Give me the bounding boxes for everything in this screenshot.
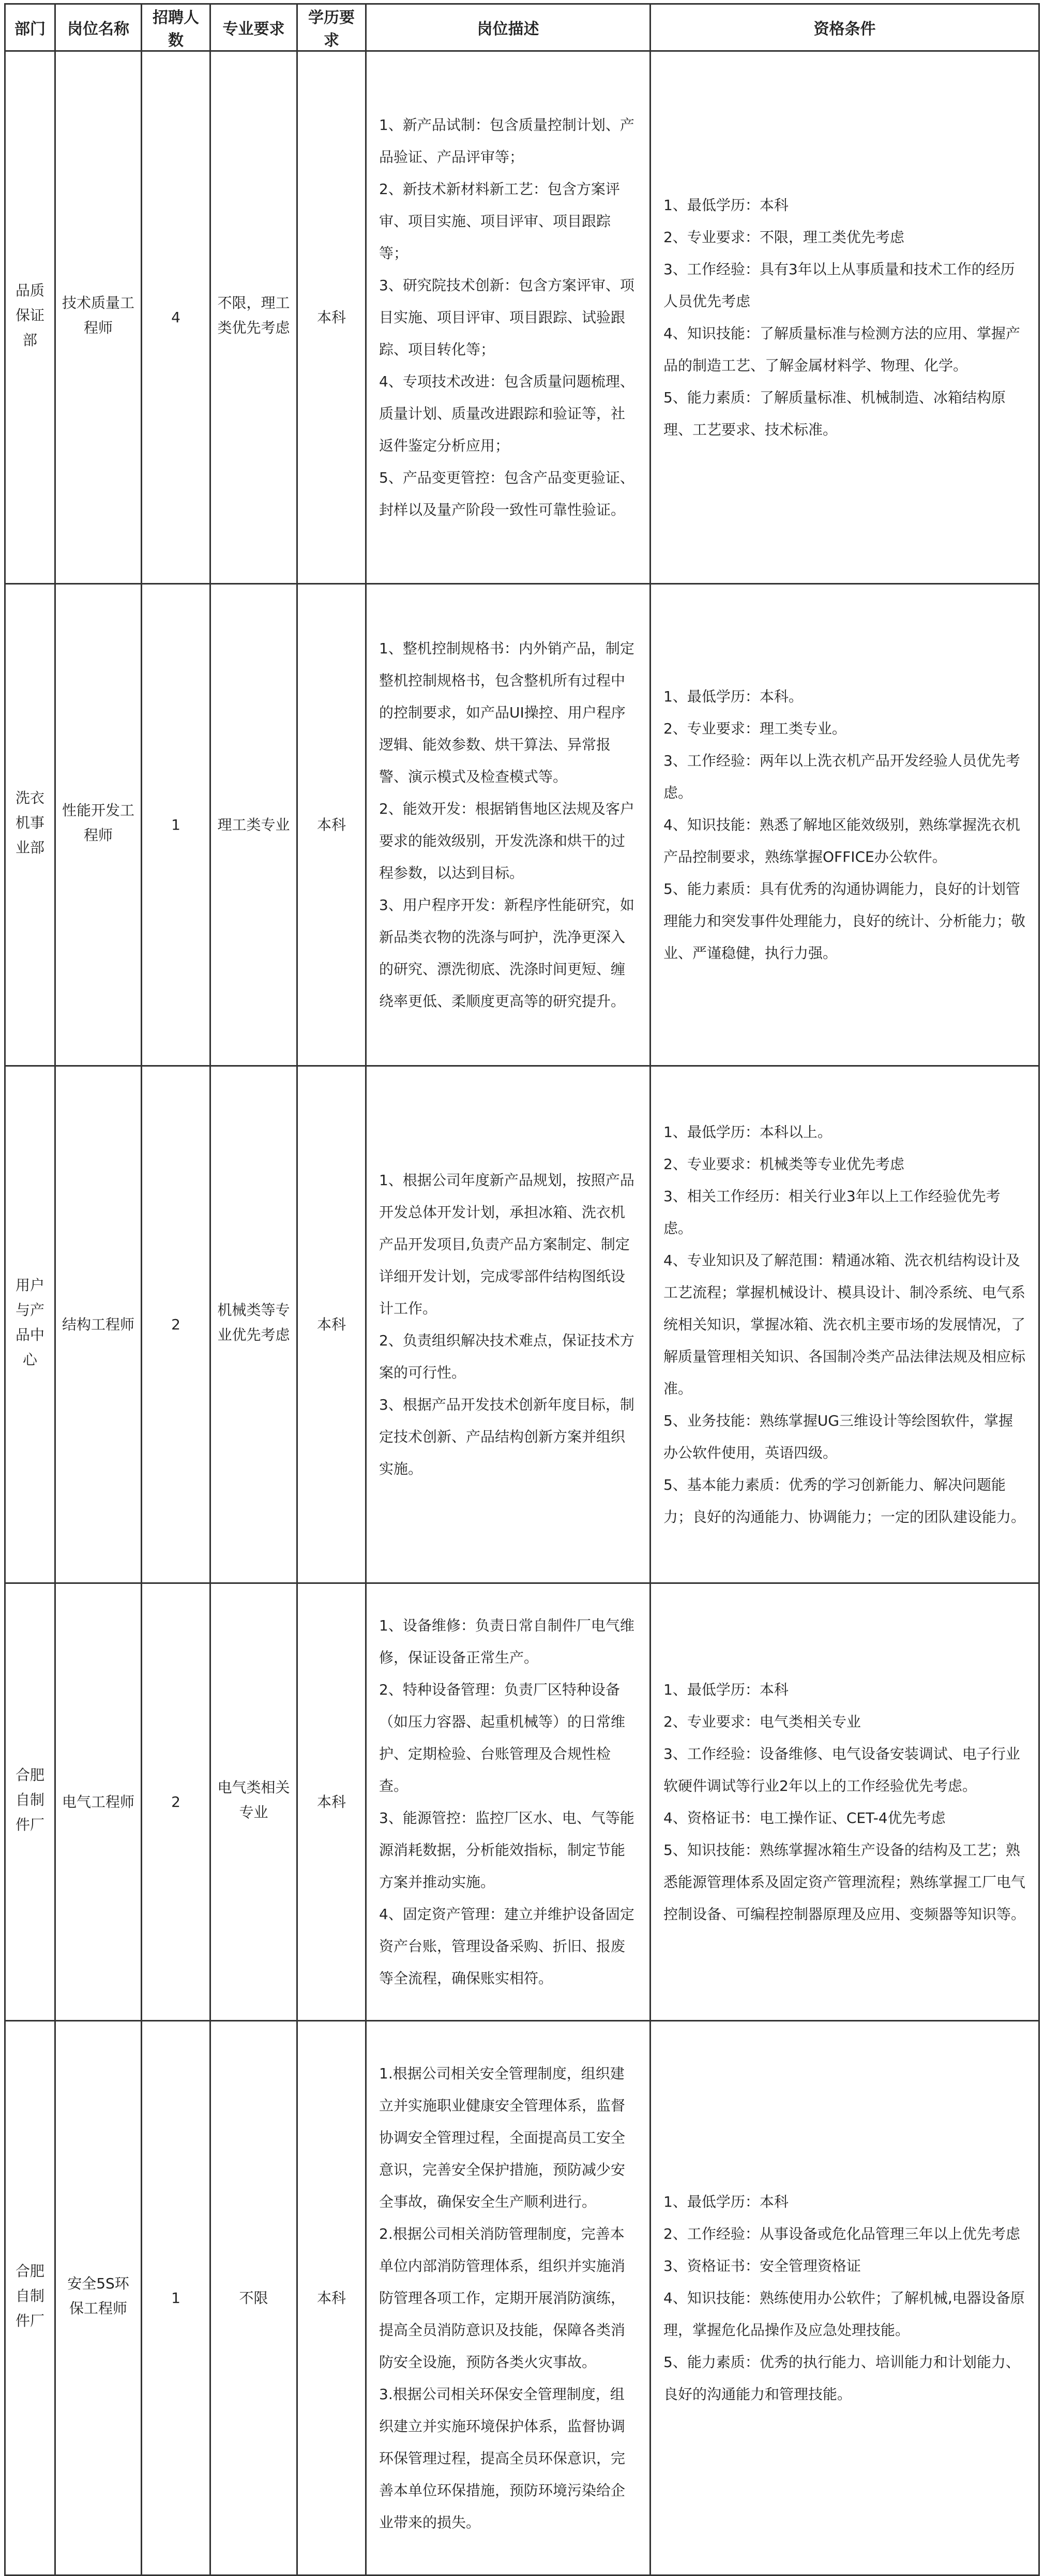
headcount-cell: 2 xyxy=(142,1583,210,2021)
job-description-cell xyxy=(366,1583,650,2021)
major-cell: 理工类专业 xyxy=(210,584,297,1066)
table-row xyxy=(5,1066,1039,1583)
qualification-item: 5、基本能力素质：优秀的学习创新能力、解决问题能力；良好的沟通能力、协调能力；一定的团队建设能力。 xyxy=(663,1476,1026,1525)
qualification-item: 2、专业要求：理工类专业。 xyxy=(663,720,846,737)
qualification-item: 1、最低学历：本科以上。 xyxy=(663,1123,832,1141)
description-item: 4、固定资产管理：建立并维护设备固定资产台账，管理设备采购、折旧、报废等全流程，确保账实相符。 xyxy=(379,1905,634,1987)
major-cell: 机械类等专业优先考虑 xyxy=(210,1066,297,1583)
job-title-cell: 电气工程师 xyxy=(55,1583,142,2021)
description-item: 2、特种设备管理：负责厂区特种设备（如压力容器、起重机械等）的日常维护、定期检验、台账管理及合规性检查。 xyxy=(379,1681,626,1794)
description-item: 3、能源管控：监控厂区水、电、气等能源消耗数据，分析能效指标，制定节能方案并推动实施。 xyxy=(379,1809,634,1891)
dept-cell: 用户与产品中心 xyxy=(5,1066,55,1583)
education-cell: 本科 xyxy=(297,1066,366,1583)
header-dept: 部门 xyxy=(5,4,55,51)
job-description-cell xyxy=(366,51,650,584)
header-desc: 岗位描述 xyxy=(366,4,650,51)
description-item: 3、研究院技术创新：包含方案评审、项目实施、项目评审、项目跟踪、试验跟踪、项目转化等； xyxy=(379,276,634,358)
header-qual: 资格条件 xyxy=(650,4,1039,51)
job-description-cell xyxy=(366,1066,650,1583)
header-count: 招聘人数 xyxy=(142,4,210,51)
job-title-cell: 技术质量工程师 xyxy=(55,51,142,584)
dept-cell: 合肥自制件厂 xyxy=(5,2021,55,2575)
header-edu: 学历要求 xyxy=(297,4,366,51)
description-item: 4、专项技术改进：包含质量问题梳理、质量计划、质量改进跟踪和验证等，社返件鉴定分析应用； xyxy=(379,372,634,454)
qualification-cell xyxy=(650,1583,1039,2021)
qualification-item: 2、专业要求：机械类等专业优先考虑 xyxy=(663,1155,904,1173)
description-item: 2、新技术新材料新工艺：包含方案评审、项目实施、项目评审、项目跟踪等； xyxy=(379,180,620,262)
recruitment-table xyxy=(4,3,1040,2576)
header-row xyxy=(5,4,1039,51)
qualification-item: 1、最低学历：本科。 xyxy=(663,687,803,705)
description-item: 1.根据公司相关安全管理制度，组织建立并实施职业健康安全管理体系，监督协调安全管理过程，全面提高员工安全意识，完善安全保护措施，预防减少安全事故，确保安全生产顺利进行。 xyxy=(379,2064,626,2210)
major-cell: 不限，理工类优先考虑 xyxy=(210,51,297,584)
dept-cell: 品质保证部 xyxy=(5,51,55,584)
qualification-item: 1、最低学历：本科 xyxy=(663,1681,789,1698)
qualification-item: 3、资格证书：安全管理资格证 xyxy=(663,2257,861,2274)
header-major: 专业要求 xyxy=(210,4,297,51)
job-title-cell: 结构工程师 xyxy=(55,1066,142,1583)
description-item: 3、根据产品开发技术创新年度目标，制定技术创新、产品结构创新方案并组织实施。 xyxy=(379,1396,634,1477)
qualification-item: 1、最低学历：本科 xyxy=(663,196,789,214)
major-cell: 不限 xyxy=(210,2021,297,2575)
job-description-cell xyxy=(366,584,650,1066)
qualification-item: 4、知识技能：熟练使用办公软件；了解机械,电器设备原理，掌握危化品操作及应急处理技能。 xyxy=(663,2289,1025,2339)
qualification-item: 5、知识技能：熟练掌握冰箱生产设备的结构及工艺；熟悉能源管理体系及固定资产管理流程；熟练掌握工厂电气控制设备、可编程控制器原理及应用、变频器等知识等。 xyxy=(663,1841,1026,1923)
headcount-cell: 2 xyxy=(142,1066,210,1583)
education-cell: 本科 xyxy=(297,2021,366,2575)
qualification-item: 4、资格证书：电工操作证、CET-4优先考虑 xyxy=(663,1809,946,1826)
description-item: 5、产品变更管控：包含产品变更验证、封样以及量产阶段一致性可靠性验证。 xyxy=(379,469,634,518)
qualification-item: 2、工作经验：从事设备或危化品管理三年以上优先考虑 xyxy=(663,2225,1020,2242)
description-item: 1、整机控制规格书：内外销产品，制定整机控制规格书，包含整机所有过程中的控制要求，如产品UI操控、用户程序逻辑、能效参数、烘干算法、异常报警、演示模式及检查模式等。 xyxy=(379,639,634,785)
qualification-item: 3、工作经验：两年以上洗衣机产品开发经验人员优先考虑。 xyxy=(663,752,1020,801)
qualification-item: 4、知识技能：了解质量标准与检测方法的应用、掌握产品的制造工艺、了解金属材料学、物理、化学。 xyxy=(663,324,1020,374)
description-item: 2.根据公司相关消防管理制度，完善本单位内部消防管理体系，组织并实施消防管理各项工作，定期开展消防演练，提高全员消防意识及技能，保障各类消防安全设施，预防各类火灾事故。 xyxy=(379,2225,626,2371)
qualification-item: 3、工作经验：具有3年以上从事质量和技术工作的经历人员优先考虑 xyxy=(663,260,1015,310)
recruitment-table-sheet xyxy=(4,3,1038,2576)
education-cell: 本科 xyxy=(297,51,366,584)
qualification-cell xyxy=(650,2021,1039,2575)
headcount-cell: 4 xyxy=(142,51,210,584)
qualification-item: 4、知识技能：熟悉了解地区能效级别，熟练掌握洗衣机产品控制要求，熟练掌握OFFICE办公软件。 xyxy=(663,816,1020,865)
dept-cell: 洗衣机事业部 xyxy=(5,584,55,1066)
description-item: 3.根据公司相关环保安全管理制度，组织建立并实施环境保护体系，监督协调环保管理过程，提高全员环保意识，完善本单位环保措施，预防环境污染给企业带来的损失。 xyxy=(379,2385,626,2531)
description-item: 1、设备维修：负责日常自制件厂电气维修，保证设备正常生产。 xyxy=(379,1616,634,1666)
headcount-cell: 1 xyxy=(142,584,210,1066)
description-item: 3、用户程序开发：新程序性能研究，如新品类衣物的洗涤与呵护，洗净更深入的研究、漂洗彻底、洗涤时间更短、缠绕率更低、柔顺度更高等的研究提升。 xyxy=(379,896,634,1010)
table-row xyxy=(5,2021,1039,2575)
qualification-item: 5、能力素质：了解质量标准、机械制造、冰箱结构原理、工艺要求、技术标准。 xyxy=(663,388,1006,438)
qualification-item: 5、能力素质：具有优秀的沟通协调能力，良好的计划管理能力和突发事件处理能力，良好的统计、分析能力；敬业、严谨稳健，执行力强。 xyxy=(663,880,1026,962)
qualification-cell xyxy=(650,584,1039,1066)
dept-cell: 合肥自制件厂 xyxy=(5,1583,55,2021)
education-cell: 本科 xyxy=(297,584,366,1066)
qualification-item: 3、工作经验：设备维修、电气设备安装调试、电子行业软硬件调试等行业2年以上的工作经验优先考虑。 xyxy=(663,1745,1020,1794)
table-row xyxy=(5,584,1039,1066)
qualification-cell xyxy=(650,1066,1039,1583)
qualification-item: 5、能力素质：优秀的执行能力、培训能力和计划能力、良好的沟通能力和管理技能。 xyxy=(663,2353,1020,2403)
qualification-item: 4、专业知识及了解范围：精通冰箱、洗衣机结构设计及工艺流程；掌握机械设计、模具设计、制冷系统、电气系统相关知识，掌握冰箱、洗衣机主要市场的发展情况，了解质量管理相关知识、各国制冷类产品法律法规及相应标准。 xyxy=(663,1251,1026,1397)
job-title-cell: 性能开发工程师 xyxy=(55,584,142,1066)
description-item: 2、能效开发：根据销售地区法规及客户要求的能效级别，开发洗涤和烘干的过程参数，以达到目标。 xyxy=(379,800,634,881)
table-row xyxy=(5,1583,1039,2021)
job-title-cell: 安全5S环保工程师 xyxy=(55,2021,142,2575)
qualification-cell xyxy=(650,51,1039,584)
description-item: 2、负责组织解决技术难点，保证技术方案的可行性。 xyxy=(379,1331,634,1381)
qualification-item: 2、专业要求：不限，理工类优先考虑 xyxy=(663,228,904,246)
education-cell: 本科 xyxy=(297,1583,366,2021)
table-row xyxy=(5,51,1039,584)
qualification-item: 2、专业要求：电气类相关专业 xyxy=(663,1713,861,1730)
headcount-cell: 1 xyxy=(142,2021,210,2575)
major-cell: 电气类相关专业 xyxy=(210,1583,297,2021)
qualification-item: 5、业务技能：熟练掌握UG三维设计等绘图软件，掌握办公软件使用，英语四级。 xyxy=(663,1412,1013,1461)
header-title: 岗位名称 xyxy=(55,4,142,51)
description-item: 1、根据公司年度新产品规划，按照产品开发总体开发计划，承担冰箱、洗衣机产品开发项目,负责产品方案制定、制定详细开发计划，完成零部件结构图纸设计工作。 xyxy=(379,1171,634,1317)
description-item: 1、新产品试制：包含质量控制计划、产品验证、产品评审等； xyxy=(379,116,634,166)
qualification-item: 3、相关工作经历：相关行业3年以上工作经验优先考虑。 xyxy=(663,1187,1001,1237)
qualification-item: 1、最低学历：本科 xyxy=(663,2193,789,2210)
job-description-cell xyxy=(366,2021,650,2575)
